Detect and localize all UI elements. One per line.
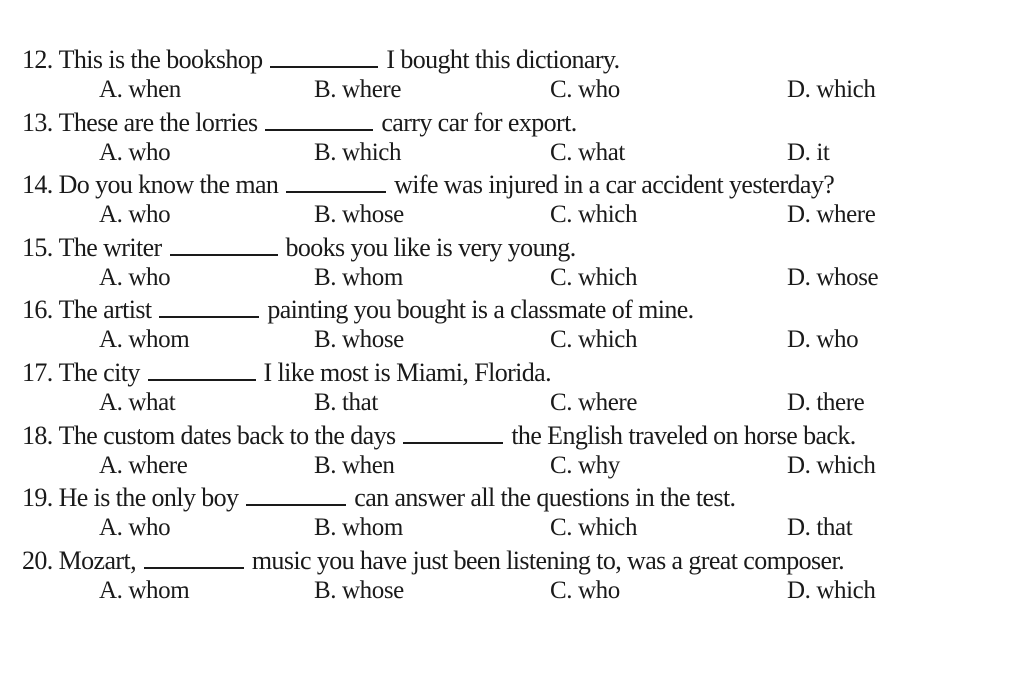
option-c[interactable]: C. which xyxy=(550,264,638,291)
question-16 xyxy=(0,294,1024,357)
option-a[interactable]: A. who xyxy=(99,201,171,228)
question-stem xyxy=(22,232,576,264)
stem-after-blank: the English traveled on horse back. xyxy=(511,421,856,450)
question-number: 20. xyxy=(22,546,53,575)
option-d[interactable]: D. that xyxy=(787,514,853,541)
option-b[interactable]: B. which xyxy=(314,139,402,166)
question-19 xyxy=(0,482,1024,545)
question-18 xyxy=(0,420,1024,483)
option-b[interactable]: B. whose xyxy=(314,326,404,353)
option-c[interactable]: C. what xyxy=(550,139,625,166)
question-stem xyxy=(22,357,551,389)
question-15 xyxy=(0,232,1024,295)
question-number: 14. xyxy=(22,170,53,199)
question-stem xyxy=(22,294,694,326)
option-c[interactable]: C. which xyxy=(550,201,638,228)
question-13 xyxy=(0,107,1024,170)
stem-before-blank: Mozart, xyxy=(58,546,136,575)
option-b[interactable]: B. whom xyxy=(314,514,403,541)
stem-after-blank: painting you bought is a classmate of mine. xyxy=(267,295,694,324)
question-stem xyxy=(22,420,856,452)
answer-blank xyxy=(148,357,256,381)
option-d[interactable]: D. which xyxy=(787,76,876,103)
question-20 xyxy=(0,545,1024,608)
stem-after-blank: I like most is Miami, Florida. xyxy=(263,358,552,387)
option-a[interactable]: A. who xyxy=(99,264,171,291)
question-number: 17. xyxy=(22,358,53,387)
option-c[interactable]: C. why xyxy=(550,452,620,479)
answer-blank xyxy=(286,169,386,193)
option-b[interactable]: B. when xyxy=(314,452,395,479)
stem-before-blank: The artist xyxy=(58,295,152,324)
option-c[interactable]: C. which xyxy=(550,514,638,541)
question-number: 15. xyxy=(22,233,53,262)
option-d[interactable]: D. it xyxy=(787,139,830,166)
stem-after-blank: I bought this dictionary. xyxy=(386,45,620,74)
stem-before-blank: These are the lorries xyxy=(58,108,258,137)
stem-after-blank: wife was injured in a car accident yesterday? xyxy=(394,170,835,199)
stem-before-blank: This is the bookshop xyxy=(58,45,263,74)
stem-after-blank: music you have just been listening to, was a great composer. xyxy=(251,546,845,575)
option-d[interactable]: D. whose xyxy=(787,264,879,291)
question-14 xyxy=(0,169,1024,232)
question-stem xyxy=(22,44,620,76)
answer-blank xyxy=(270,44,378,68)
question-stem xyxy=(22,482,735,514)
stem-before-blank: Do you know the man xyxy=(58,170,279,199)
question-number: 12. xyxy=(22,45,53,74)
answer-blank xyxy=(144,545,244,569)
question-number: 13. xyxy=(22,108,53,137)
question-number: 19. xyxy=(22,483,53,512)
question-stem xyxy=(22,107,577,139)
stem-before-blank: The custom dates back to the days xyxy=(58,421,396,450)
option-a[interactable]: A. whom xyxy=(99,577,190,604)
option-a[interactable]: A. when xyxy=(99,76,181,103)
stem-before-blank: The city xyxy=(58,358,140,387)
option-b[interactable]: B. that xyxy=(314,389,378,416)
stem-after-blank: carry car for export. xyxy=(381,108,577,137)
answer-blank xyxy=(246,482,346,506)
question-number: 16. xyxy=(22,295,53,324)
option-a[interactable]: A. what xyxy=(99,389,176,416)
stem-before-blank: The writer xyxy=(58,233,162,262)
stem-after-blank: can answer all the questions in the test. xyxy=(354,483,736,512)
answer-blank xyxy=(403,420,503,444)
question-stem xyxy=(22,169,834,201)
answer-blank xyxy=(159,294,259,318)
option-c[interactable]: C. who xyxy=(550,577,620,604)
question-12 xyxy=(0,44,1024,107)
question-number: 18. xyxy=(22,421,53,450)
stem-after-blank: books you like is very young. xyxy=(285,233,576,262)
stem-before-blank: He is the only boy xyxy=(58,483,239,512)
option-b[interactable]: B. whose xyxy=(314,201,404,228)
option-d[interactable]: D. where xyxy=(787,201,876,228)
option-d[interactable]: D. there xyxy=(787,389,865,416)
question-17 xyxy=(0,357,1024,420)
option-d[interactable]: D. which xyxy=(787,452,876,479)
option-d[interactable]: D. which xyxy=(787,577,876,604)
option-a[interactable]: A. whom xyxy=(99,326,190,353)
option-a[interactable]: A. where xyxy=(99,452,188,479)
option-b[interactable]: B. whom xyxy=(314,264,403,291)
option-c[interactable]: C. which xyxy=(550,326,638,353)
option-d[interactable]: D. who xyxy=(787,326,859,353)
option-a[interactable]: A. who xyxy=(99,139,171,166)
option-b[interactable]: B. where xyxy=(314,76,402,103)
option-c[interactable]: C. where xyxy=(550,389,638,416)
answer-blank xyxy=(170,232,278,256)
option-a[interactable]: A. who xyxy=(99,514,171,541)
option-b[interactable]: B. whose xyxy=(314,577,404,604)
question-stem xyxy=(22,545,844,577)
option-c[interactable]: C. who xyxy=(550,76,620,103)
answer-blank xyxy=(265,107,373,131)
